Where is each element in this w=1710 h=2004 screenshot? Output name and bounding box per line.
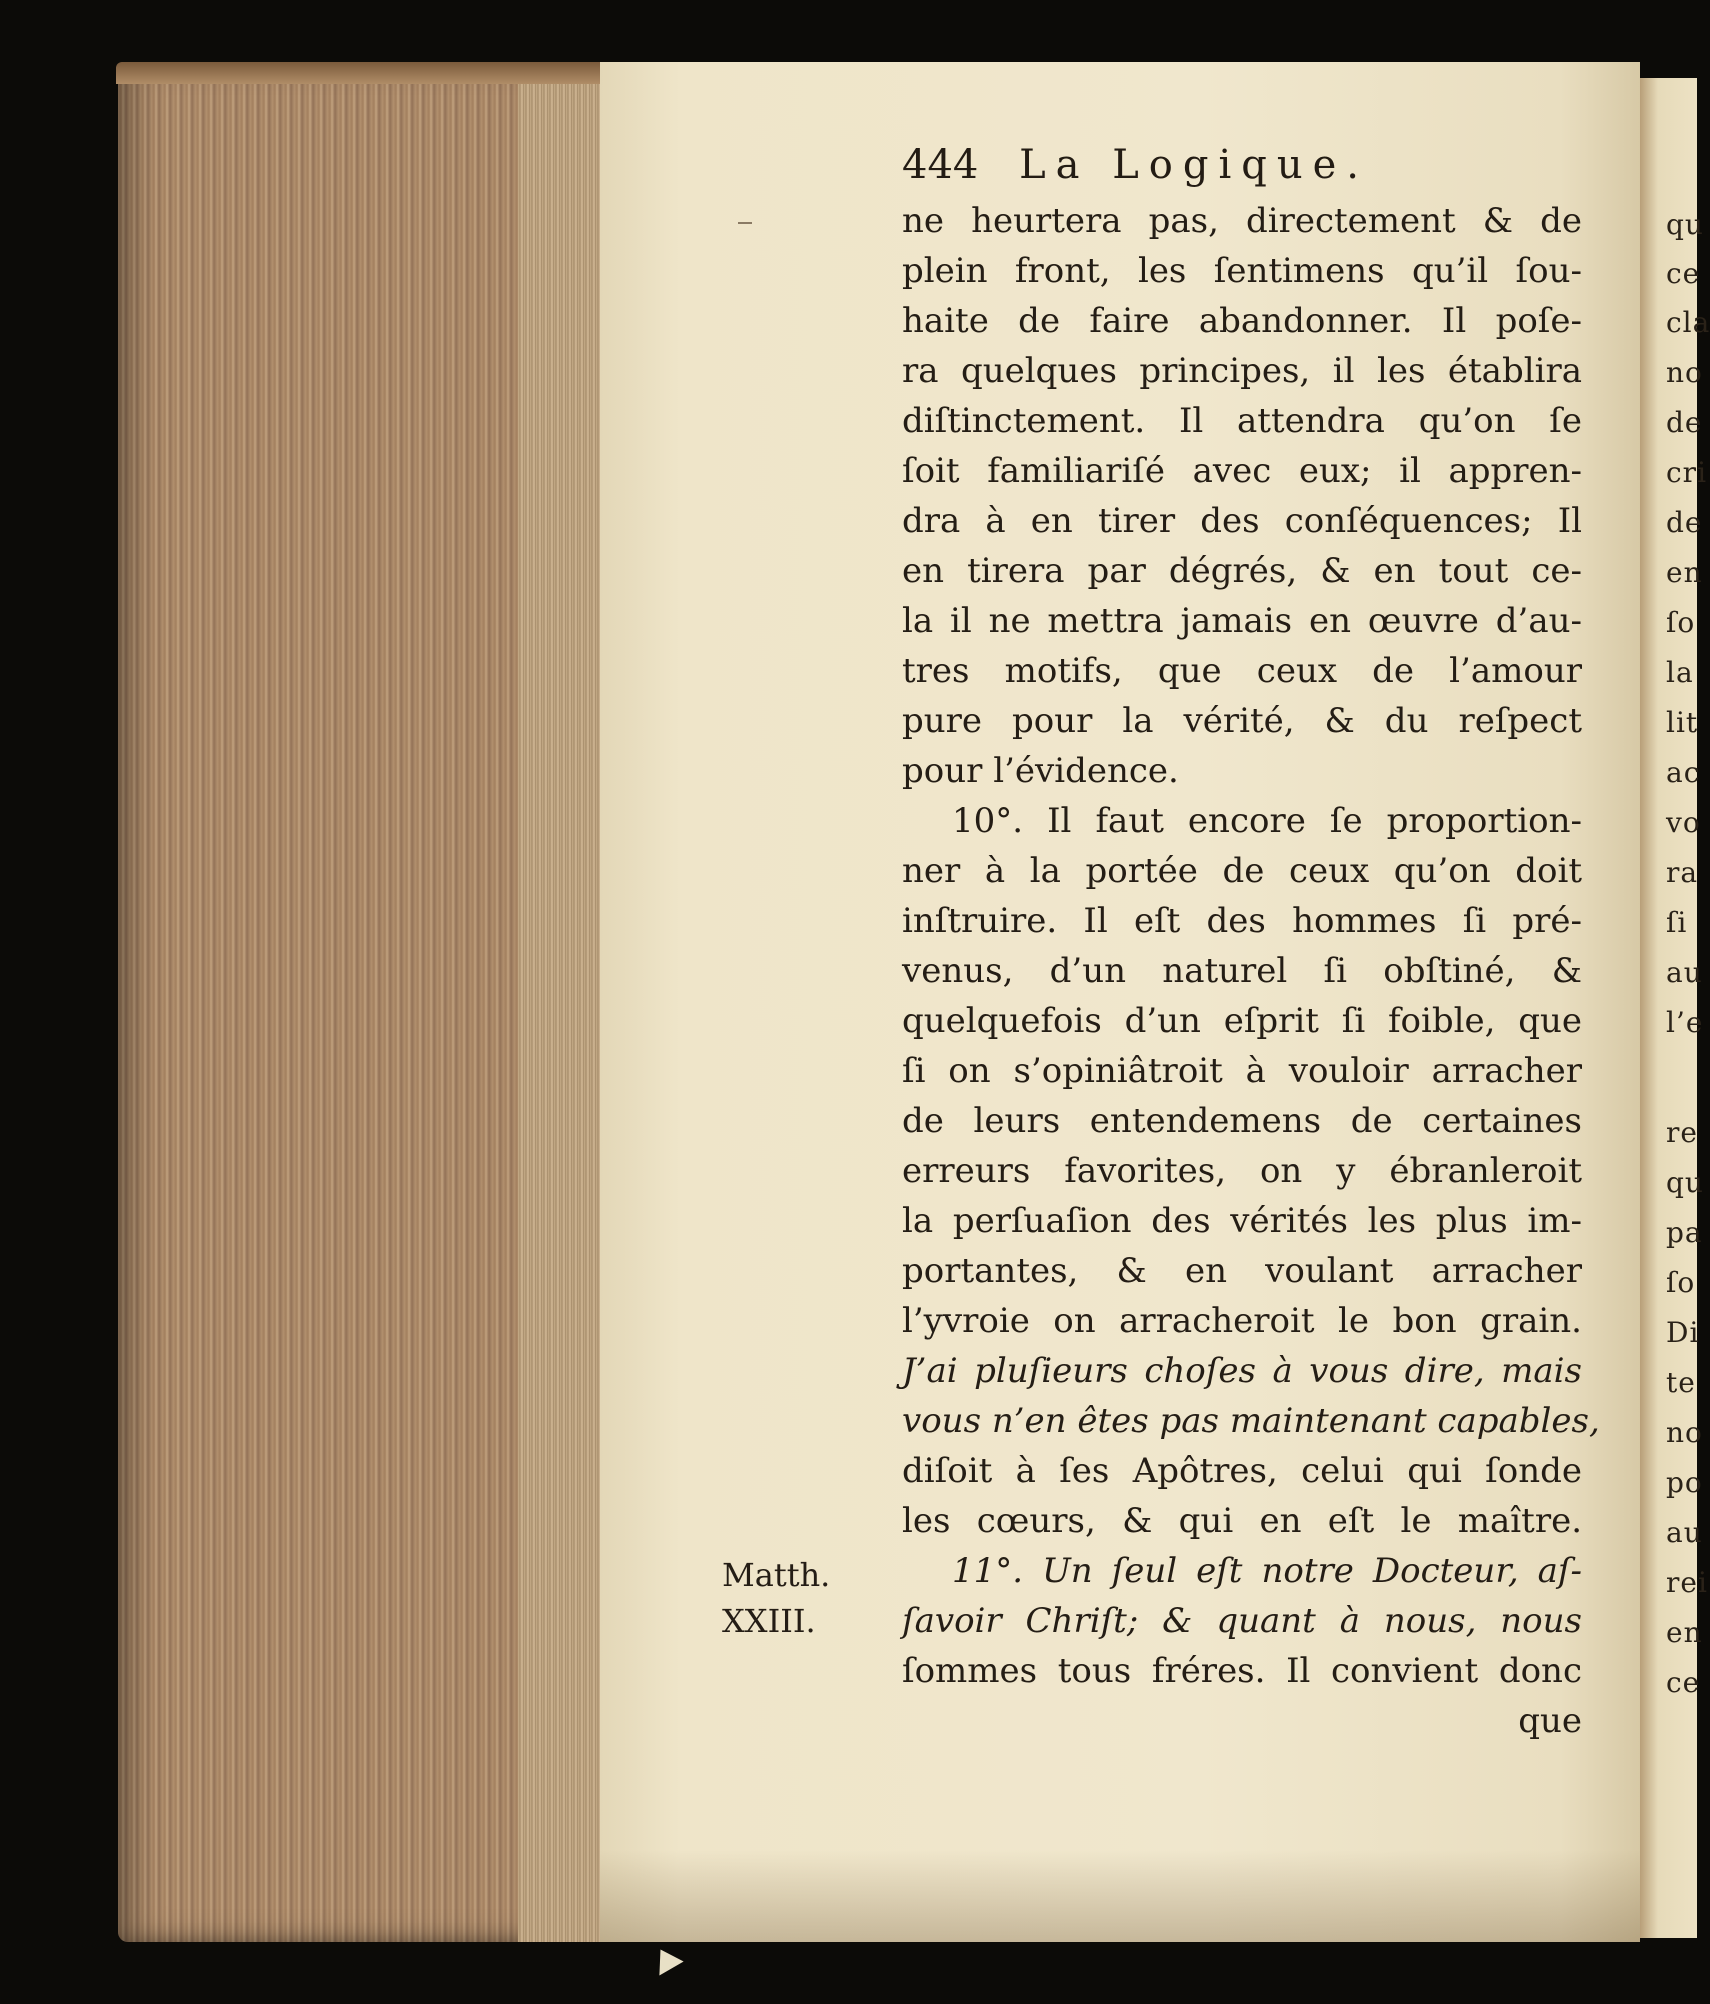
book-top-edge: [116, 62, 620, 84]
page-shadow: [600, 1850, 1640, 1942]
text-line: la il ne mettra jamais en œuvre d’au-: [902, 601, 1582, 641]
running-title: La Logique.: [1019, 142, 1369, 188]
catchword: que: [1518, 1701, 1582, 1741]
torn-corner: [648, 1942, 683, 1975]
text-line: haite de faire abandonner. Il poſe-: [902, 301, 1582, 341]
running-head: [902, 142, 1369, 188]
next-page-fragment: ce: [1666, 1666, 1701, 1699]
next-page-fragment: cri: [1666, 456, 1708, 489]
text-line: quelquefois d’un eſprit ſi foible, que: [902, 1001, 1582, 1041]
next-page-fragment: rei: [1666, 1566, 1708, 1599]
next-page-fragment: en: [1666, 1616, 1703, 1649]
next-page-fragment: en: [1666, 556, 1703, 589]
text-line: tres motifs, que ceux de l’amour: [902, 651, 1582, 691]
next-page-fragment: po: [1666, 1466, 1703, 1499]
text-line: dra à en tirer des conſéquences; Il: [902, 501, 1582, 541]
text-line: 10°. Il faut encore ſe proportion-: [952, 801, 1582, 841]
next-page-fragment: de: [1666, 406, 1703, 439]
text-line: inſtruire. Il eſt des hommes ſi pré-: [902, 901, 1582, 941]
next-page-fragment: Di: [1666, 1316, 1700, 1349]
text-line-italic: 11°. Un ſeul eſt notre Docteur, aſ-: [952, 1551, 1582, 1591]
text-line: diſtinctement. Il attendra qu’on ſe: [902, 401, 1582, 441]
next-page-fragment: qu: [1666, 1166, 1704, 1199]
text-line: ſi on s’opiniâtroit à vouloir arracher: [902, 1051, 1582, 1091]
margin-reference-line: XXIII.: [722, 1602, 816, 1640]
text-line: l’yvroie on arracheroit le bon grain.: [902, 1301, 1582, 1341]
next-page-fragment: au: [1666, 956, 1703, 989]
next-page-fragment: de: [1666, 506, 1703, 539]
next-page-fragment: vo: [1666, 806, 1701, 839]
text-line: les cœurs, & qui en eſt le maître.: [902, 1501, 1582, 1541]
next-page-fragment: cla: [1666, 306, 1710, 339]
text-line-italic: vous n’en êtes pas maintenant capables,: [902, 1401, 1600, 1441]
text-line: en tirera par dégrés, & en tout ce-: [902, 551, 1582, 591]
next-page-fragment: au: [1666, 1516, 1703, 1549]
text-line: ner à la portée de ceux qu’on doit: [902, 851, 1582, 891]
next-page-fragment: ac: [1666, 756, 1701, 789]
text-line: portantes, & en voulant arracher: [902, 1251, 1582, 1291]
next-page-fragment: ce: [1666, 257, 1701, 290]
margin-reference: [722, 1552, 830, 1644]
next-page-fragment: no: [1666, 1416, 1703, 1449]
next-page-fragment: lit: [1666, 706, 1699, 739]
next-page-fragment: la: [1666, 656, 1694, 689]
next-page-fragment: ſo: [1666, 1266, 1696, 1299]
text-line: diſoit à ſes Apôtres, celui qui ſonde: [902, 1451, 1582, 1491]
text-line: de leurs entendemens de certaines: [902, 1101, 1582, 1141]
next-page-fragment: ſo: [1666, 606, 1696, 639]
next-page-fragment: no: [1666, 356, 1703, 389]
text-line: ra quelques principes, il les établira: [902, 351, 1582, 391]
page-number: 444: [902, 142, 979, 188]
margin-dash: [738, 222, 752, 224]
text-line-italic: ſavoir Chriſt; & quant à nous, nous: [902, 1601, 1582, 1641]
text-line-italic: J’ai pluſieurs choſes à vous dire, mais: [902, 1351, 1582, 1391]
text-line: ſommes tous fréres. Il convient donc: [902, 1651, 1582, 1691]
text-line: ne heurtera pas, directement & de: [902, 201, 1582, 241]
text-line: venus, d’un naturel ſi obſtiné, &: [902, 951, 1582, 991]
next-page-fragment: ſi: [1666, 906, 1688, 939]
next-page-fragment: qu: [1666, 208, 1704, 241]
text-line: plein front, les ſentimens qu’il ſou-: [902, 251, 1582, 291]
text-line: pure pour la vérité, & du reſpect: [902, 701, 1582, 741]
text-line: erreurs favorites, on y ébranleroit: [902, 1151, 1582, 1191]
next-page-fragment: l’e: [1666, 1006, 1704, 1039]
next-page-fragment: pa: [1666, 1216, 1703, 1249]
text-line: ſoit familiariſé avec eux; il appren-: [902, 451, 1582, 491]
margin-reference-line: Matth.: [722, 1556, 831, 1594]
text-line: la perſuaſion des vérités les plus im-: [902, 1201, 1582, 1241]
next-page-fragment: te: [1666, 1366, 1696, 1399]
text-line: pour l’évidence.: [902, 751, 1179, 791]
next-page-fragment: re: [1666, 1116, 1698, 1149]
next-page-fragment: ra: [1666, 856, 1699, 889]
